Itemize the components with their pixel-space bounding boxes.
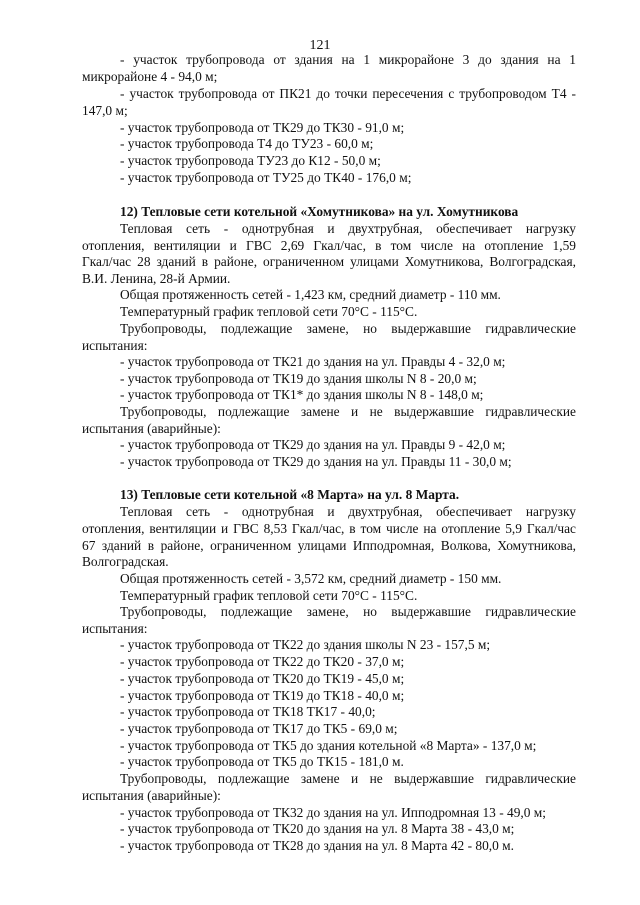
- text-line: Тепловая сеть - однотрубная и двухтрубная, обеспечивает нагрузку: [120, 504, 576, 519]
- text-line: - участок трубопровода от ТК29 до здания на ул. Правды 9 - 42,0 м;: [120, 437, 506, 452]
- text-line: - участок трубопровода от ТК18 ТК17 - 40,0;: [120, 704, 376, 719]
- text-line: микрорайоне 4 - 94,0 м;: [82, 69, 218, 84]
- text-line: отопления, вентиляции и ГВС 8,53 Гкал/час, в том числе на отопление 5,9 Гкал/час: [82, 521, 576, 536]
- text-line: Тепловая сеть - однотрубная и двухтрубная, обеспечивает нагрузку: [120, 221, 576, 236]
- text-line: 147,0 м;: [82, 103, 128, 118]
- text-line: - участок трубопровода от ТК5 до ТК15 - 181,0 м.: [120, 754, 404, 769]
- section-heading: 13) Тепловые сети котельной «8 Марта» на ул. 8 Марта.: [120, 487, 460, 502]
- text-line: - участок трубопровода от ТК5 до здания котельной «8 Марта» - 137,0 м;: [120, 738, 537, 753]
- text-line: Общая протяженность сетей - 1,423 км, средний диаметр - 110 мм.: [120, 287, 501, 302]
- text-line: Волгоградская.: [82, 554, 169, 569]
- text-line: - участок трубопровода от здания на 1 микрорайоне 3 до здания на 1: [120, 52, 576, 67]
- text-line: - участок трубопровода от ТК29 до здания на ул. Правды 11 - 30,0 м;: [120, 454, 512, 469]
- text-line: - участок трубопровода Т4 до ТУ23 - 60,0 м;: [120, 136, 374, 151]
- text-line: Трубопроводы, подлежащие замене, но выдержавшие гидравлические: [120, 321, 576, 336]
- text-line: Трубопроводы, подлежащие замене и не выдержавшие гидравлические: [120, 404, 576, 419]
- text-line: - участок трубопровода ТУ23 до К12 - 50,0 м;: [120, 153, 381, 168]
- page-number: 121: [309, 38, 331, 53]
- text-line: В.И. Ленина, 28-й Армии.: [82, 271, 231, 286]
- text-line: - участок трубопровода от ТК22 до ТК20 - 37,0 м;: [120, 654, 405, 669]
- section-heading: 12) Тепловые сети котельной «Хомутникова» на ул. Хомутникова: [120, 204, 519, 219]
- text-line: - участок трубопровода от ТК20 до ТК19 - 45,0 м;: [120, 671, 405, 686]
- text-line: Трубопроводы, подлежащие замене и не выдержавшие гидравлические: [120, 771, 576, 786]
- text-line: - участок трубопровода от ТК20 до здания на ул. 8 Марта 38 - 43,0 м;: [120, 821, 515, 836]
- text-line: испытания (аварийные):: [82, 788, 221, 803]
- text-line: испытания (аварийные):: [82, 421, 221, 436]
- text-line: - участок трубопровода от ТК1* до здания школы N 8 - 148,0 м;: [120, 387, 484, 402]
- text-line: испытания:: [82, 621, 148, 636]
- text-line: - участок трубопровода от ТК32 до здания на ул. Ипподромная 13 - 49,0 м;: [120, 805, 546, 820]
- text-line: - участок трубопровода от ТК22 до здания школы N 23 - 157,5 м;: [120, 637, 491, 652]
- text-line: 67 зданий в районе, ограниченном улицами Ипподромная, Волкова, Хомутникова,: [82, 538, 576, 553]
- text-line: Температурный график тепловой сети 70°С - 115°С.: [120, 588, 418, 603]
- text-line: - участок трубопровода от ТК28 до здания на ул. 8 Марта 42 - 80,0 м.: [120, 838, 514, 853]
- text-line: Гкал/час 28 зданий в районе, ограниченном улицами Хомутникова, Волгоградская,: [82, 254, 576, 269]
- text-line: отопления, вентиляции и ГВС 2,69 Гкал/час, в том числе на отопление 1,59: [82, 238, 576, 253]
- text-line: - участок трубопровода от ТК21 до здания на ул. Правды 4 - 32,0 м;: [120, 354, 506, 369]
- text-line: - участок трубопровода от ТК17 до ТК5 - 69,0 м;: [120, 721, 398, 736]
- text-line: - участок трубопровода от ТК19 до здания школы N 8 - 20,0 м;: [120, 371, 477, 386]
- text-line: Общая протяженность сетей - 3,572 км, средний диаметр - 150 мм.: [120, 571, 502, 586]
- text-line: Температурный график тепловой сети 70°С - 115°С.: [120, 304, 418, 319]
- text-line: - участок трубопровода от ТУ25 до ТК40 - 176,0 м;: [120, 170, 412, 185]
- text-line: - участок трубопровода от ПК21 до точки пересечения с трубопроводом Т4 -: [120, 86, 576, 101]
- text-line: - участок трубопровода от ТК19 до ТК18 - 40,0 м;: [120, 688, 405, 703]
- text-line: - участок трубопровода от ТК29 до ТК30 - 91,0 м;: [120, 120, 405, 135]
- text-line: Трубопроводы, подлежащие замене, но выдержавшие гидравлические: [120, 604, 576, 619]
- text-line: испытания:: [82, 338, 148, 353]
